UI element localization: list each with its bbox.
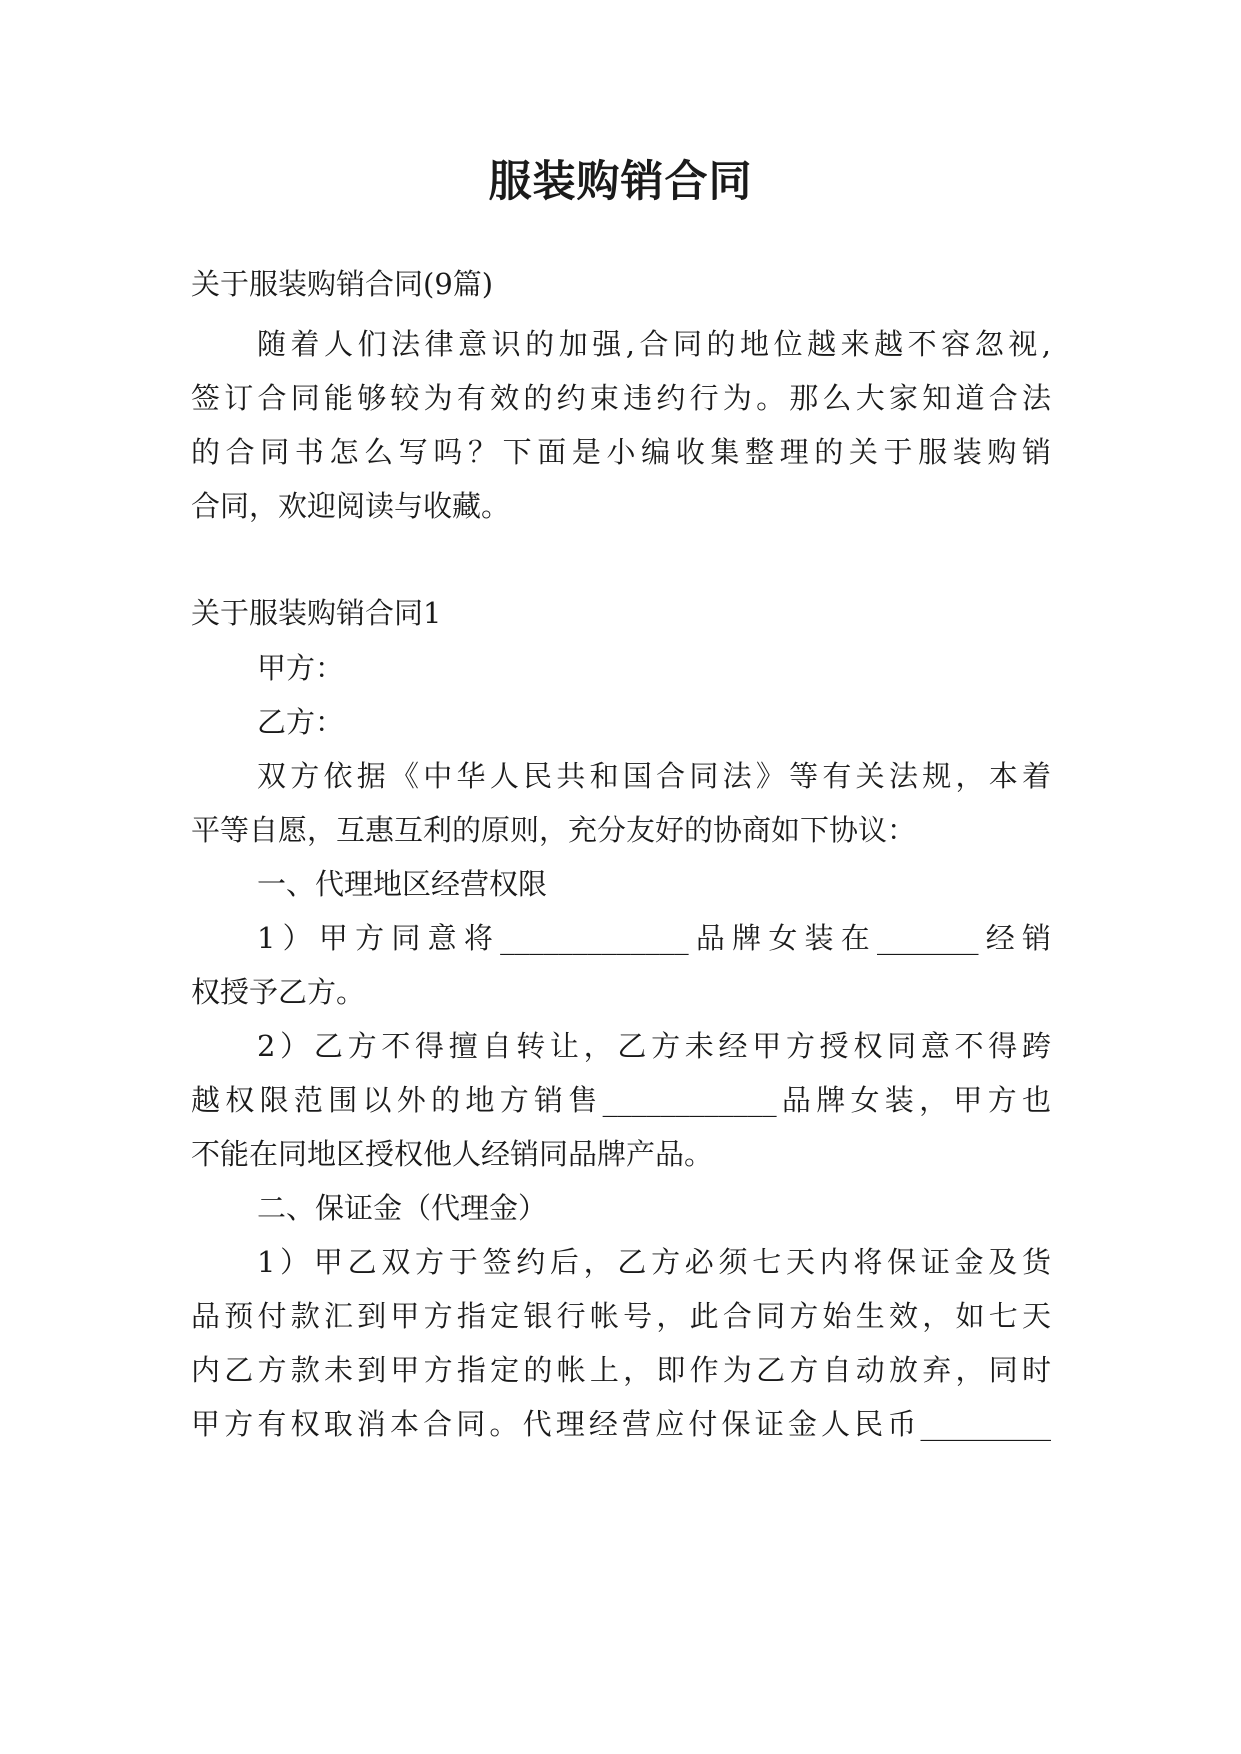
preamble-line-1: 双方依据《中华人民共和国合同法》等有关法规，本着 (257, 759, 1051, 793)
preamble-line-2: 平等自愿，互惠互利的原则，充分友好的协商如下协议： (191, 813, 917, 847)
contract-heading: 关于服装购销合同1 (191, 596, 442, 630)
intro-line-2: 签订合同能够较为有效的约束违约行为。那么大家知道合法 (191, 381, 1051, 415)
party-a-label: 甲方： (257, 651, 345, 685)
clause-2-1-line-3: 内乙方款未到甲方指定的帐上，即作为乙方自动放弃，同时 (191, 1353, 1051, 1387)
intro-line-4: 合同，欢迎阅读与收藏。 (191, 489, 511, 523)
clause-1-1-line-2: 权授予乙方。 (191, 975, 366, 1009)
intro-line-3: 的合同书怎么写吗？下面是小编收集整理的关于服装购销 (191, 435, 1051, 469)
party-b-label: 乙方： (257, 705, 345, 739)
clause-2-1-line-2: 品预付款汇到甲方指定银行帐号，此合同方始生效，如七天 (191, 1299, 1051, 1333)
section-2-heading: 二、保证金（代理金） (257, 1191, 548, 1225)
clause-2-1-line-4: 甲方有权取消本合同。代理经营应付保证金人民币_________ (191, 1407, 1051, 1441)
series-heading: 关于服装购销合同(9篇) (191, 267, 494, 301)
clause-1-2-line-1: 2）乙方不得擅自转让，乙方未经甲方授权同意不得跨 (257, 1029, 1051, 1063)
clause-1-2-line-2: 越权限范围以外的地方销售____________品牌女装，甲方也 (191, 1083, 1051, 1117)
intro-line-1: 随着人们法律意识的加强,合同的地位越来越不容忽视, (257, 327, 1051, 361)
section-1-heading: 一、代理地区经营权限 (257, 867, 548, 901)
clause-1-2-line-3: 不能在同地区授权他人经销同品牌产品。 (191, 1137, 714, 1171)
clause-2-1-line-1: 1）甲乙双方于签约后，乙方必须七天内将保证金及货 (257, 1245, 1051, 1279)
document-title: 服装购销合同 (488, 157, 753, 207)
clause-1-1-line-1: 1）甲方同意将_____________品牌女装在_______经销 (257, 921, 1051, 955)
